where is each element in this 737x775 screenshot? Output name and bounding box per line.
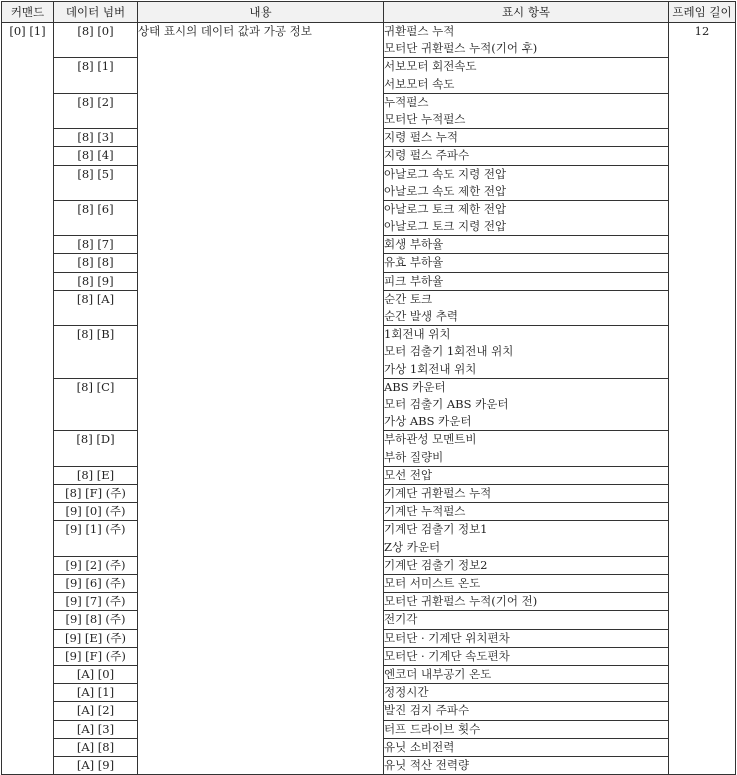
data-number-cell: [A] [2] [54,702,138,720]
data-number-cell: [9] [6] (주) [54,574,138,592]
data-number-cell: [9] [7] (주) [54,593,138,611]
display-item-line: 아날로그 토크 지령 전압 [384,219,507,234]
data-number-cell: [8] [E] [54,466,138,484]
display-item-line: 모터단 · 기계단 위치편차 [384,630,510,645]
header-data-number: 데이터 넘버 [54,2,138,23]
display-item-line: 서보모터 속도 [384,76,455,91]
display-item-cell [384,738,669,756]
data-number-cell: [8] [4] [54,147,138,165]
display-item-line: 기계단 검출기 정보2 [384,557,488,572]
data-number-cell: [8] [F] (주) [54,484,138,502]
frame-length-cell: 12 [669,23,736,775]
display-item-line: 정정시간 [384,685,429,700]
display-item-cell [384,574,669,592]
display-item-cell [384,93,669,128]
display-item-cell [384,593,669,611]
display-item-cell [384,147,669,165]
display-item-line: 서보모터 회전속도 [384,59,477,74]
display-item-line: 터프 드라이브 횟수 [384,721,481,736]
display-item-cell [384,521,669,556]
display-item-cell [384,165,669,200]
data-number-cell: [A] [3] [54,720,138,738]
display-item-line: 아날로그 토크 제한 전압 [384,201,507,216]
data-number-cell: [A] [0] [54,665,138,683]
display-item-line: 모터단 누적펄스 [384,111,466,126]
header-command: 커맨드 [2,2,54,23]
display-item-line: 부하 질량비 [384,449,444,464]
display-item-line: 유효 부하율 [384,255,444,270]
display-item-line: 모터단 귀환펄스 누적(기어 전) [384,594,538,609]
display-item-line: 기계단 누적펄스 [384,504,466,519]
display-item-cell [384,720,669,738]
data-number-cell: [8] [A] [54,290,138,325]
display-item-line: 지령 펄스 주파수 [384,148,470,163]
data-number-cell: [8] [2] [54,93,138,128]
display-item-line: 모터 검출기 ABS 카운터 [384,397,509,412]
display-item-line: 아날로그 속도 지령 전압 [384,166,507,181]
data-number-cell: [9] [8] (주) [54,611,138,629]
status-display-table [1,1,736,775]
display-item-cell [384,647,669,665]
display-item-cell [384,556,669,574]
display-item-line: 전기각 [384,612,418,627]
data-number-cell: [A] [9] [54,756,138,774]
display-item-line: 순간 토크 [384,291,433,306]
data-number-cell: [9] [2] (주) [54,556,138,574]
content-cell: 상태 표시의 데이터 값과 가공 정보 [138,23,384,775]
display-item-cell [384,466,669,484]
data-number-cell: [8] [8] [54,254,138,272]
display-item-cell [384,272,669,290]
display-item-line: 기계단 검출기 정보1 [384,522,488,537]
display-item-line: 모터 검출기 1회전내 위치 [384,344,514,359]
display-item-line: 가상 ABS 카운터 [384,414,472,429]
table-row [2,23,736,58]
display-item-cell [384,326,669,379]
display-item-cell [384,431,669,466]
display-item-cell [384,58,669,93]
data-number-cell: [9] [F] (주) [54,647,138,665]
header-frame-length: 프레임 길이 [669,2,736,23]
data-number-cell: [8] [B] [54,326,138,379]
data-number-cell: [8] [D] [54,431,138,466]
display-item-line: 1회전내 위치 [384,327,451,342]
display-item-line: 모터단 귀환펄스 누적(기어 후) [384,41,538,56]
data-number-cell: [A] [1] [54,684,138,702]
display-item-line: 유닛 적산 전력량 [384,757,470,772]
display-item-line: 모터 서미스트 온도 [384,575,481,590]
display-item-cell [384,378,669,431]
display-item-cell [384,254,669,272]
display-item-cell [384,236,669,254]
display-item-cell [384,484,669,502]
data-number-cell: [9] [E] (주) [54,629,138,647]
display-item-line: 부하관성 모멘트비 [384,432,477,447]
display-item-line: 누적펄스 [384,94,429,109]
header-row [2,2,736,23]
data-number-cell: [8] [5] [54,165,138,200]
display-item-line: 모터단 · 기계단 속도편차 [384,648,510,663]
display-item-line: 순간 발생 추력 [384,309,458,324]
display-item-cell [384,503,669,521]
header-display-item: 표시 항목 [384,2,669,23]
command-cell: [0] [1] [2,23,54,775]
display-item-line: Z상 카운터 [384,539,441,554]
data-number-cell: [8] [3] [54,129,138,147]
display-item-cell [384,611,669,629]
display-item-line: 유닛 소비전력 [384,739,455,754]
display-item-cell [384,129,669,147]
display-item-line: 지령 펄스 누적 [384,130,458,145]
display-item-line: 피크 부하율 [384,273,444,288]
display-item-line: 귀환펄스 누적 [384,24,455,38]
display-item-line: 모선 전압 [384,467,433,482]
data-number-cell: [9] [0] (주) [54,503,138,521]
display-item-cell [384,200,669,235]
display-item-line: 가상 1회전내 위치 [384,361,477,376]
display-item-cell [384,23,669,58]
display-item-line: 아날로그 속도 제한 전압 [384,183,507,198]
display-item-cell [384,290,669,325]
display-item-cell [384,629,669,647]
display-item-cell [384,756,669,774]
display-item-line: 기계단 귀환펄스 누적 [384,485,492,500]
display-item-line: 회생 부하율 [384,237,444,252]
display-item-line: 발진 검지 주파수 [384,703,470,718]
table-body [2,23,736,775]
data-number-cell: [8] [9] [54,272,138,290]
data-number-cell: [8] [C] [54,378,138,431]
data-number-cell: [9] [1] (주) [54,521,138,556]
display-item-line: ABS 카운터 [384,379,446,394]
data-number-cell: [8] [7] [54,236,138,254]
data-number-cell: [8] [6] [54,200,138,235]
data-number-cell: [8] [0] [54,23,138,58]
display-item-cell [384,684,669,702]
data-number-cell: [8] [1] [54,58,138,93]
display-item-cell [384,665,669,683]
header-content: 내용 [138,2,384,23]
display-item-cell [384,702,669,720]
display-item-line: 엔코더 내부공기 온도 [384,666,492,681]
data-number-cell: [A] [8] [54,738,138,756]
